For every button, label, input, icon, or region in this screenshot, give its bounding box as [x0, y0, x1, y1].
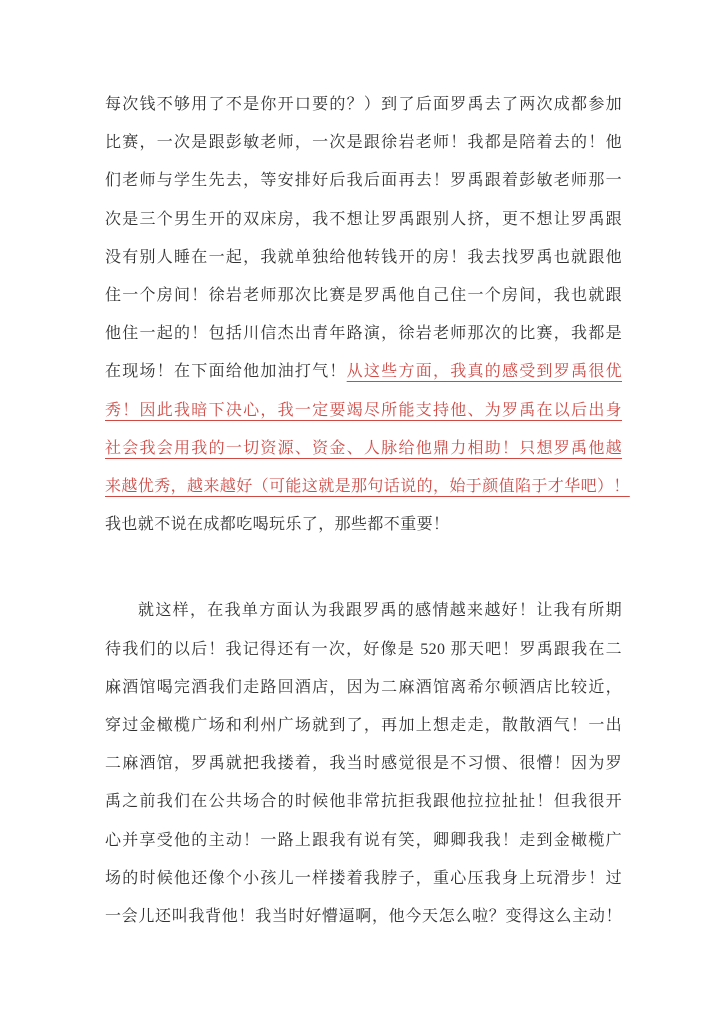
text-line: [105, 315, 622, 353]
text-line: [105, 745, 622, 783]
text-line: [105, 468, 630, 506]
text-segment: 没有别人睡在一起，我就单独给他转钱开的房！我去找罗禹也就跟他: [105, 248, 622, 266]
text-line: [105, 124, 622, 162]
highlighted-text: 从这些方面，我真的感受到罗禹很优: [346, 363, 622, 381]
text-line: [105, 898, 622, 936]
text-segment: 每次钱不够用了不是你开口要的？）到了后面罗禹去了两次成都参加: [105, 96, 622, 113]
text-line: [105, 506, 622, 544]
text-segment: 比赛，一次是跟彭敏老师，一次是跟徐岩老师！我都是陪着去的！他: [105, 134, 622, 152]
text-segment: 心并享受他的主动！一路上跟我有说有笑，卿卿我我！走到金橄榄广: [105, 831, 622, 849]
text-segment: 在现场！在下面给他加油打气！: [105, 363, 347, 381]
text-segment: 待我们的以后！我记得还有一次，好像是 520 那天吧！罗禹跟我在二: [105, 640, 622, 658]
text-line: [105, 783, 622, 821]
highlighted-text: 秀！因此我暗下决心，我一定要竭尽所能支持他、为罗禹在以后出身: [105, 401, 622, 419]
paragraph: [105, 592, 622, 936]
highlighted-text: 社会我会用我的一切资源、资金、人脉给他鼎力相助！只想罗禹他越: [105, 439, 622, 457]
text-line: [105, 860, 622, 898]
text-segment: 禹之前我们在公共场合的时候他非常抗拒我跟他拉拉扯扯！但我很开: [105, 793, 622, 811]
text-segment: 就这样，在我单方面认为我跟罗禹的感情越来越好！让我有所期: [138, 602, 622, 620]
highlighted-text: 来越优秀，越来越好（可能这就是那句话说的，始于颜值陷于才华吧）！: [105, 478, 630, 496]
text-line: [105, 162, 622, 200]
text-line: [105, 277, 622, 315]
text-segment: 们老师与学生先去，等安排好后我后面再去！罗禹跟着彭敏老师那一: [105, 172, 622, 190]
text-line: [105, 631, 622, 669]
text-line: [105, 86, 622, 124]
text-line: [105, 669, 622, 707]
text-segment: 二麻酒馆，罗禹就把我搂着，我当时感觉很是不习惯、很懵！因为罗: [105, 755, 622, 773]
text-segment: 住一个房间！徐岩老师那次比赛是罗禹他自己住一个房间，我也就跟: [105, 287, 622, 305]
text-line: [105, 239, 622, 277]
paragraph: [105, 86, 630, 544]
text-segment: 他住一起的！包括川信杰出青年路演，徐岩老师那次的比赛，我都是: [105, 325, 622, 343]
document-body: [105, 86, 630, 936]
text-segment: 次是三个男生开的双床房，我不想让罗禹跟别人挤，更不想让罗禹跟: [105, 210, 622, 228]
text-line: [105, 592, 622, 630]
text-segment: 穿过金橄榄广场和利州广场就到了，再加上想走走，散散酒气！一出: [105, 717, 622, 735]
text-line: [105, 707, 622, 745]
text-segment: 一会儿还叫我背他！我当时好懵逼啊，他今天怎么啦？变得这么主动！: [105, 908, 622, 926]
text-line: [105, 822, 622, 860]
text-line: [105, 201, 622, 239]
text-segment: 场的时候他还像个小孩儿一样搂着我脖子，重心压我身上玩滑步！过: [105, 869, 622, 887]
text-line: [105, 353, 622, 391]
text-line: [105, 430, 622, 468]
text-segment: 我也就不说在成都吃喝玩乐了，那些都不重要！: [105, 516, 450, 534]
text-line: [105, 392, 622, 430]
text-segment: 麻酒馆喝完酒我们走路回酒店，因为二麻酒馆离希尔顿酒店比较近，: [105, 678, 622, 696]
